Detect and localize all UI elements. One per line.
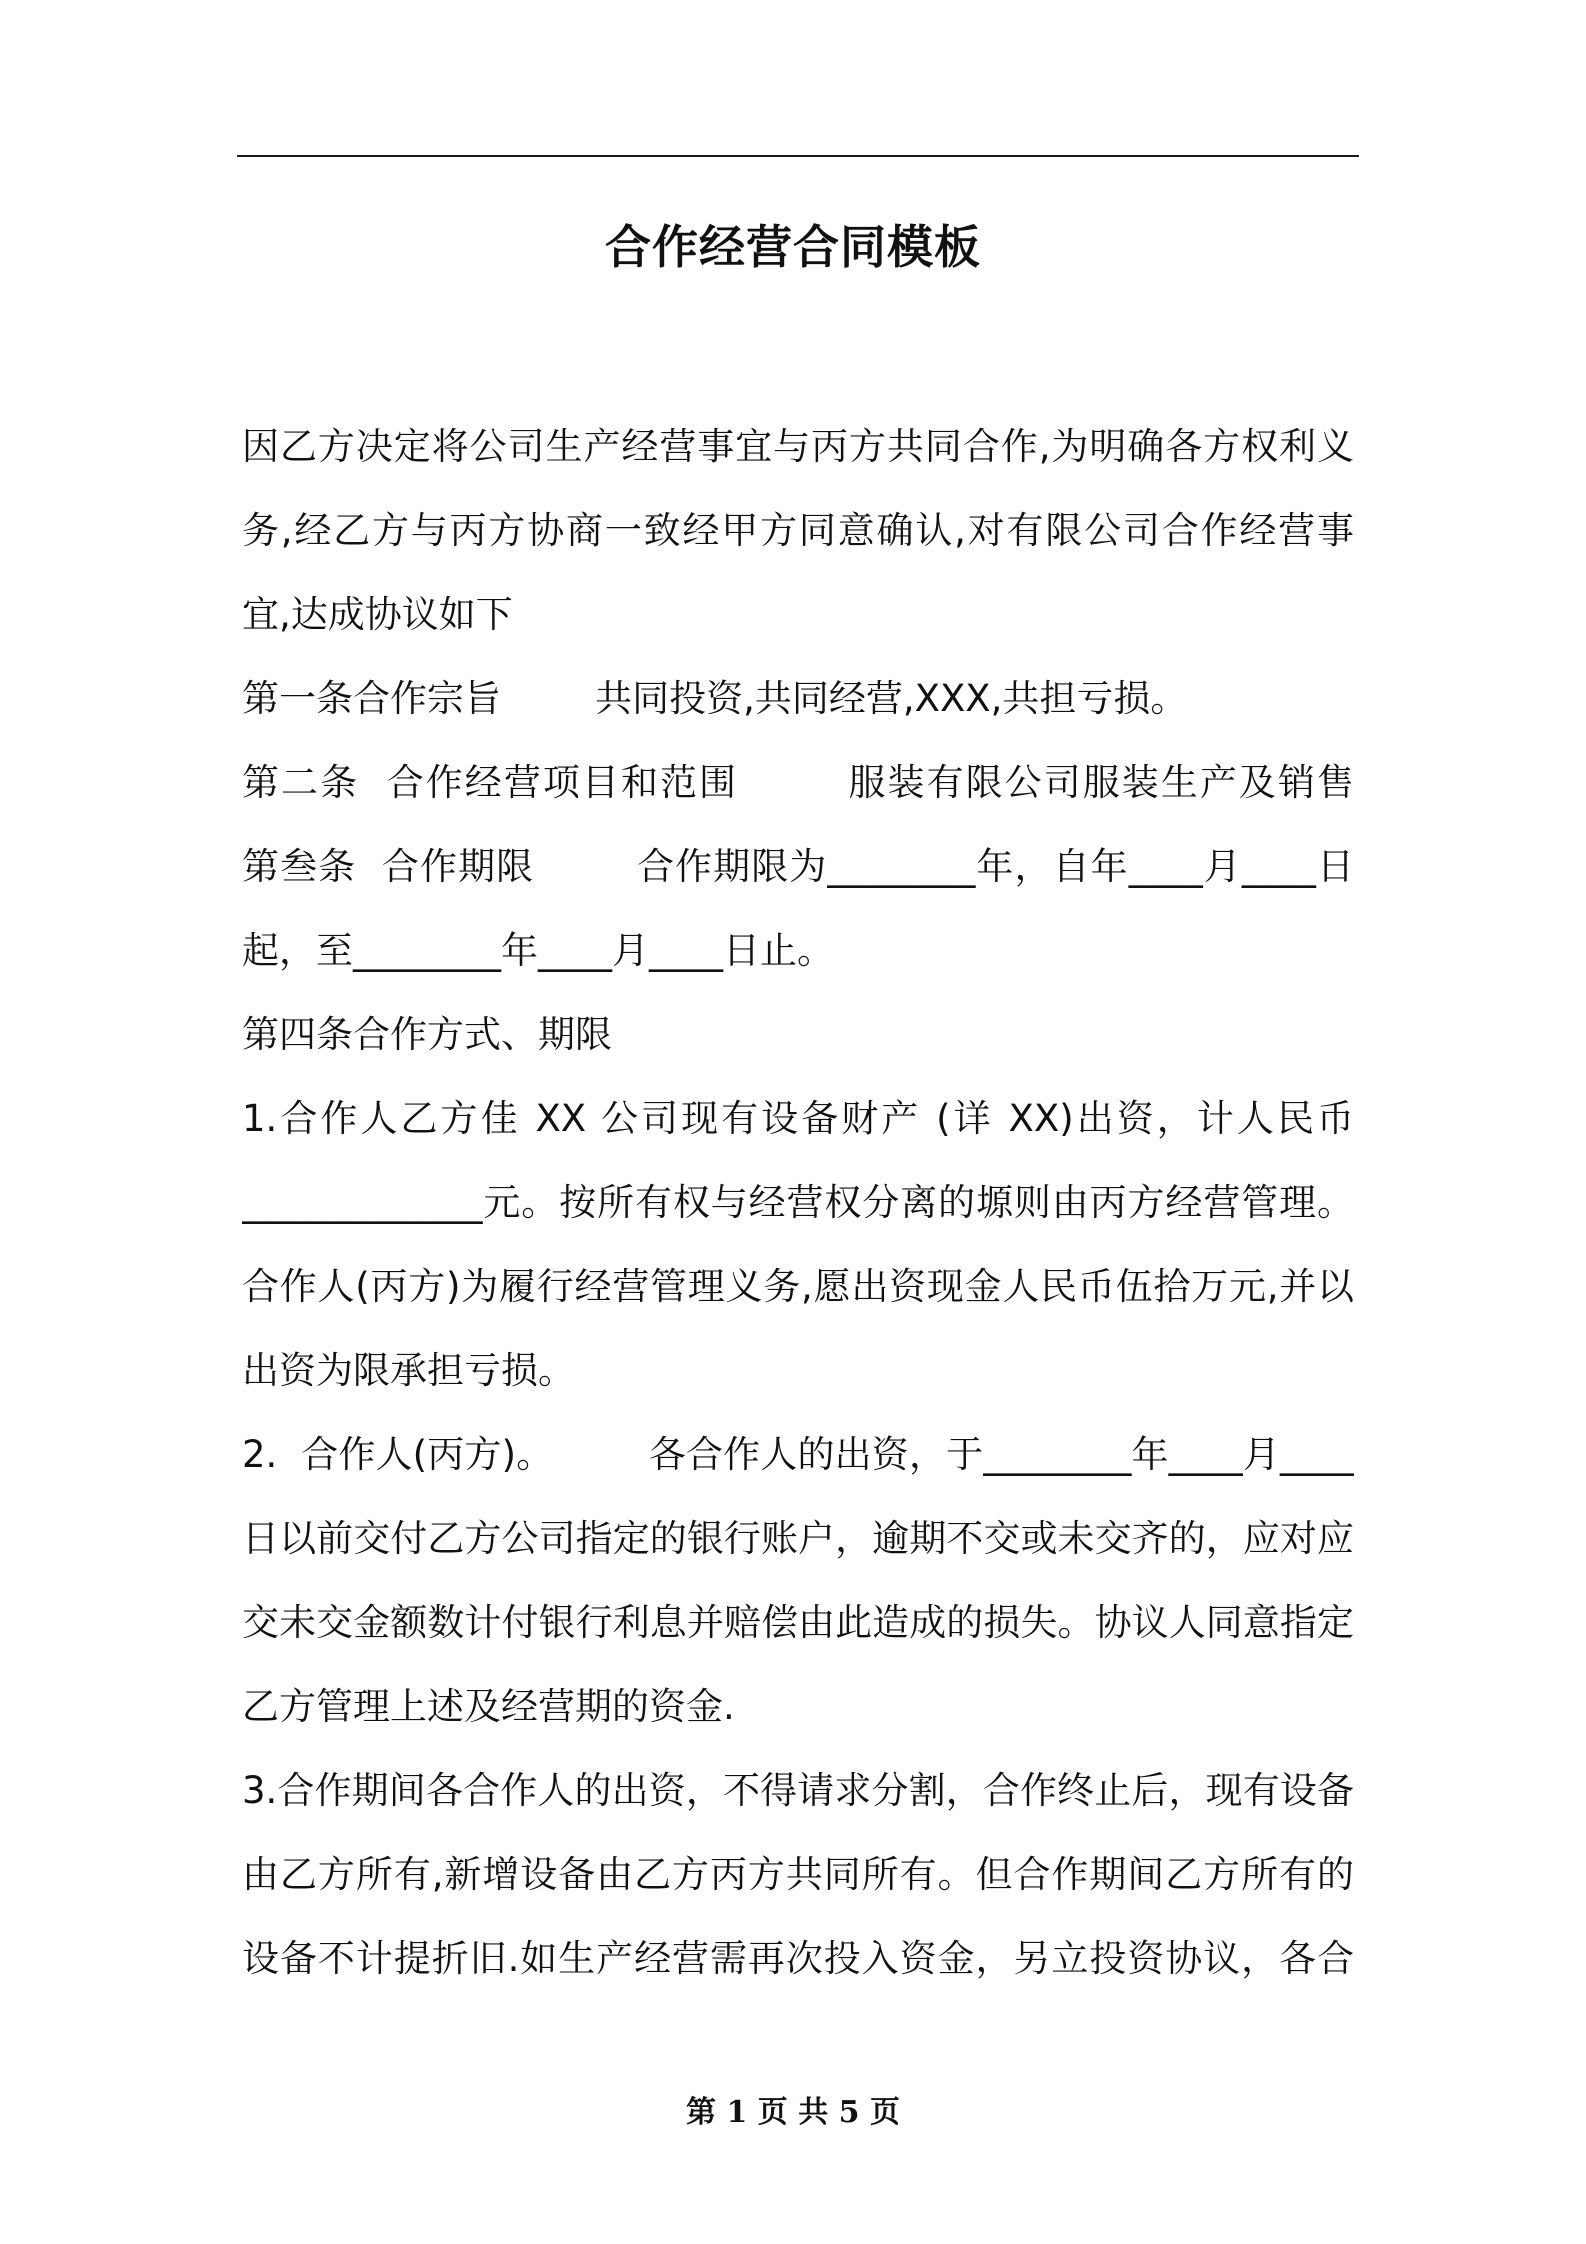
body-line: 第一条合作宗旨 共同投资,共同经营,XXX,共担亏损。 <box>242 677 1188 720</box>
body-line: 出资为限承担亏损。 <box>242 1349 575 1392</box>
body-line: 第叁条 合作期限 合作期限为________年，自年____月____日 <box>242 845 1354 888</box>
body-line: 乙方管理上述及经营期的资金. <box>242 1685 735 1728</box>
body-line: 日以前交付乙方公司指定的银行账户，逾期不交或未交齐的，应对应 <box>242 1517 1354 1560</box>
body-line: 第四条合作方式、期限 <box>242 1013 612 1056</box>
body-line: 因乙方决定将公司生产经营事宜与丙方共同合作,为明确各方权利义 <box>242 425 1354 468</box>
body-line: 3.合作期间各合作人的出资，不得请求分割，合作终止后，现有设备 <box>242 1769 1354 1812</box>
body-line: 宜,达成协议如下 <box>242 593 513 636</box>
header-rule <box>237 155 1359 157</box>
body-line: _____________元。按所有权与经营权分离的塬则由丙方经营管理。 <box>242 1181 1354 1224</box>
body-line: 由乙方所有,新增设备由乙方丙方共同所有。但合作期间乙方所有的 <box>242 1853 1354 1896</box>
body-line: 1.合作人乙方佳 XX 公司现有设备财产 (详 XX)出资，计人民币 <box>242 1097 1354 1140</box>
body-line: 交未交金额数计付银行利息并赔偿由此造成的损失。协议人同意指定 <box>242 1601 1354 1644</box>
body-line: 2. 合作人(丙方)。 各合作人的出资，于________年____月____ <box>242 1433 1354 1476</box>
body-line: 务,经乙方与丙方协商一致经甲方同意确认,对有限公司合作经营事 <box>242 509 1354 552</box>
body-line: 设备不计提折旧.如生产经营需再次投入资金，另立投资协议，各合 <box>242 1937 1354 1980</box>
page-number: 第 1 页 共 5 页 <box>686 2095 900 2130</box>
document-body <box>242 405 1354 2001</box>
body-line: 起，至________年____月____日止。 <box>242 929 834 972</box>
document-title: 合作经营合同模板 <box>605 220 981 274</box>
body-line: 合作人(丙方)为履行经营管理义务,愿出资现金人民币伍拾万元,并以 <box>242 1265 1354 1308</box>
body-line: 第二条 合作经营项目和范围 服装有限公司服装生产及销售 <box>242 761 1354 804</box>
